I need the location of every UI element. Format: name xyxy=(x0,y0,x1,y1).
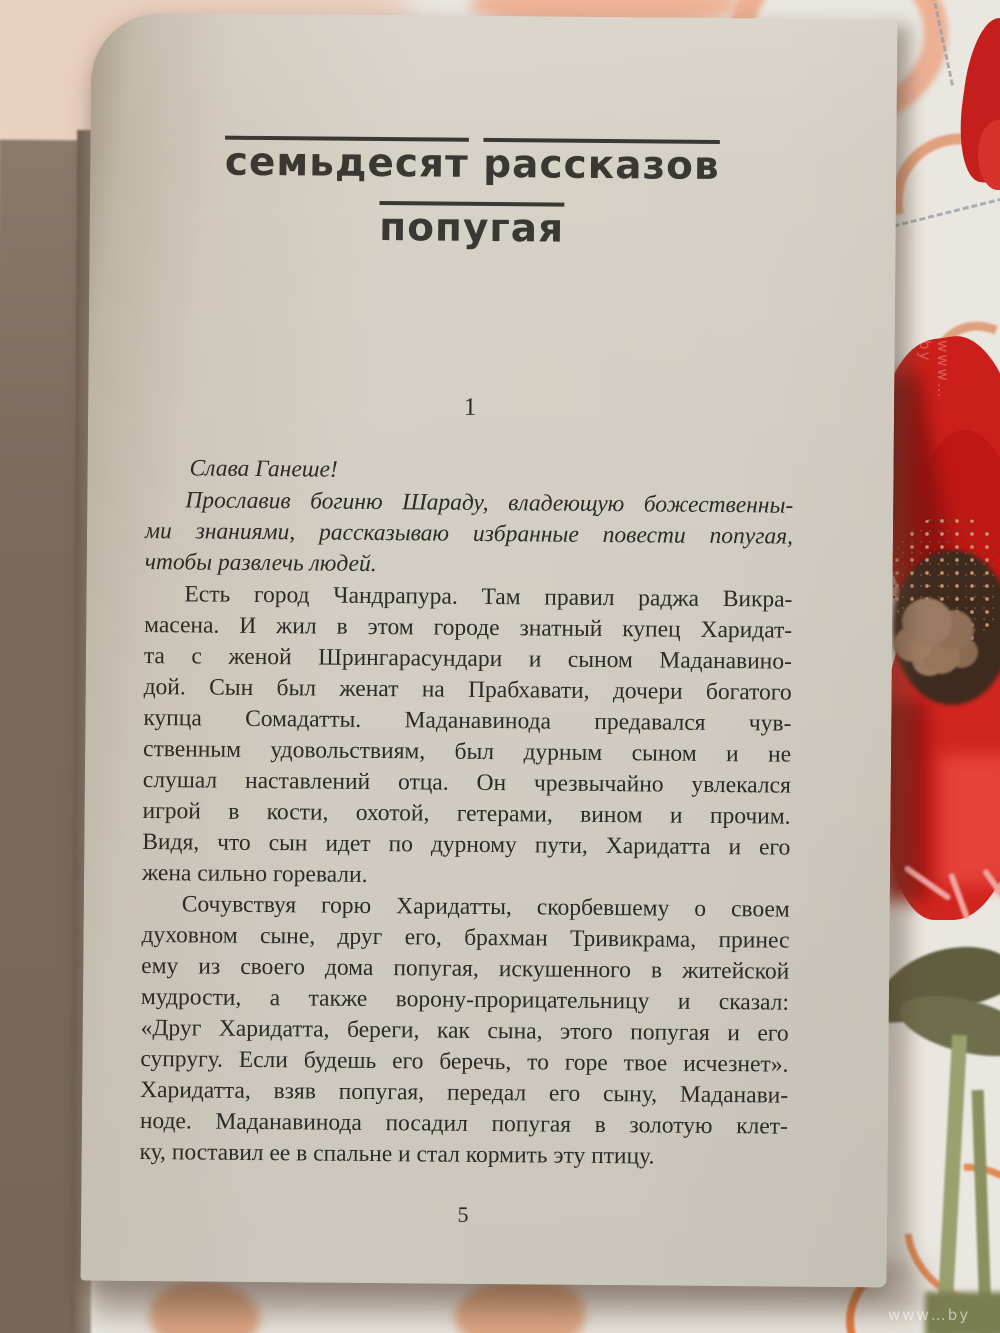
book-page xyxy=(80,13,897,1288)
text-line: жена сильно горевали. xyxy=(141,859,368,888)
text-line: духовном сыне, друг его, брахман Тривикрама, принес xyxy=(141,921,790,954)
book-title-line-1 xyxy=(148,139,796,190)
title-word: рассказов xyxy=(483,141,720,189)
chapter-number: 1 xyxy=(463,393,477,421)
text-line: ку, поставил ее в спальне и стал кормить эту птицу. xyxy=(139,1138,655,1170)
text-line: слушал наставлений отца. Он чрезвычайно увлекался xyxy=(142,766,791,799)
text-line: ноде. Маданавинода посадил попугая в золотую клет- xyxy=(139,1107,788,1140)
book-title-line-2 xyxy=(147,203,795,254)
text-line: супругу. Если будешь его беречь, то горе твое исчезнет». xyxy=(140,1045,789,1078)
text-line: «Друг Харидатта, береги, как сына, этого попугая и его xyxy=(140,1014,789,1047)
text-line: та с женой Шрингарасундари и сыном Маданавино- xyxy=(143,642,793,675)
intro-paragraph xyxy=(145,485,794,584)
text-line: Прославив богиню Шараду, владеющую божественны- xyxy=(185,487,794,519)
text-line: ми знаниями, рассказываю избранные повести попугая, xyxy=(144,517,794,550)
text-line: Есть город Чандрапура. Там правил раджа Викра- xyxy=(184,581,793,613)
page-number: 5 xyxy=(457,1201,469,1227)
title-word: семьдесят xyxy=(224,139,469,187)
body-paragraph-1 xyxy=(142,579,793,895)
text-line: ственным удовольствиям, был дурным сыном и не xyxy=(143,735,792,768)
left-page-block-edge xyxy=(0,140,83,1333)
poppy-petal-highlight xyxy=(940,755,1000,885)
text-line: ему из своего дома попугая, искушенного в житейской xyxy=(141,952,790,985)
text-line: Видя, что сын идет по дурному пути, Харидатта и его xyxy=(142,828,791,861)
text-line: игрой в кости, охотой, гетерами, вином и прочим. xyxy=(142,797,791,830)
text-line: Сочувствуя горю Харидатты, скорбевшему о своем xyxy=(181,891,790,923)
text-line: купца Сомадатты. Маданавинода предавался чув- xyxy=(143,704,792,737)
text-line: чтобы развлечь людей. xyxy=(144,548,377,578)
text-line: Харидатта, взяв попугая, передал его сыну, Маданави- xyxy=(140,1076,789,1109)
text-line: дой. Сын был женат на Прабхавати, дочери богатого xyxy=(143,673,792,706)
text-line: масена. И жил в этом городе знатный купец Харидат- xyxy=(144,611,793,644)
watermark-text-vertical: www…by xyxy=(916,340,952,400)
invocation-line: Слава Ганеше! xyxy=(189,455,338,483)
watermark-text: www…by xyxy=(888,1306,971,1324)
text-line: мудрости, а также ворону-прорицательницу и сказал: xyxy=(140,983,790,1016)
body-paragraph-2 xyxy=(139,889,789,1174)
title-word: попугая xyxy=(379,205,565,252)
